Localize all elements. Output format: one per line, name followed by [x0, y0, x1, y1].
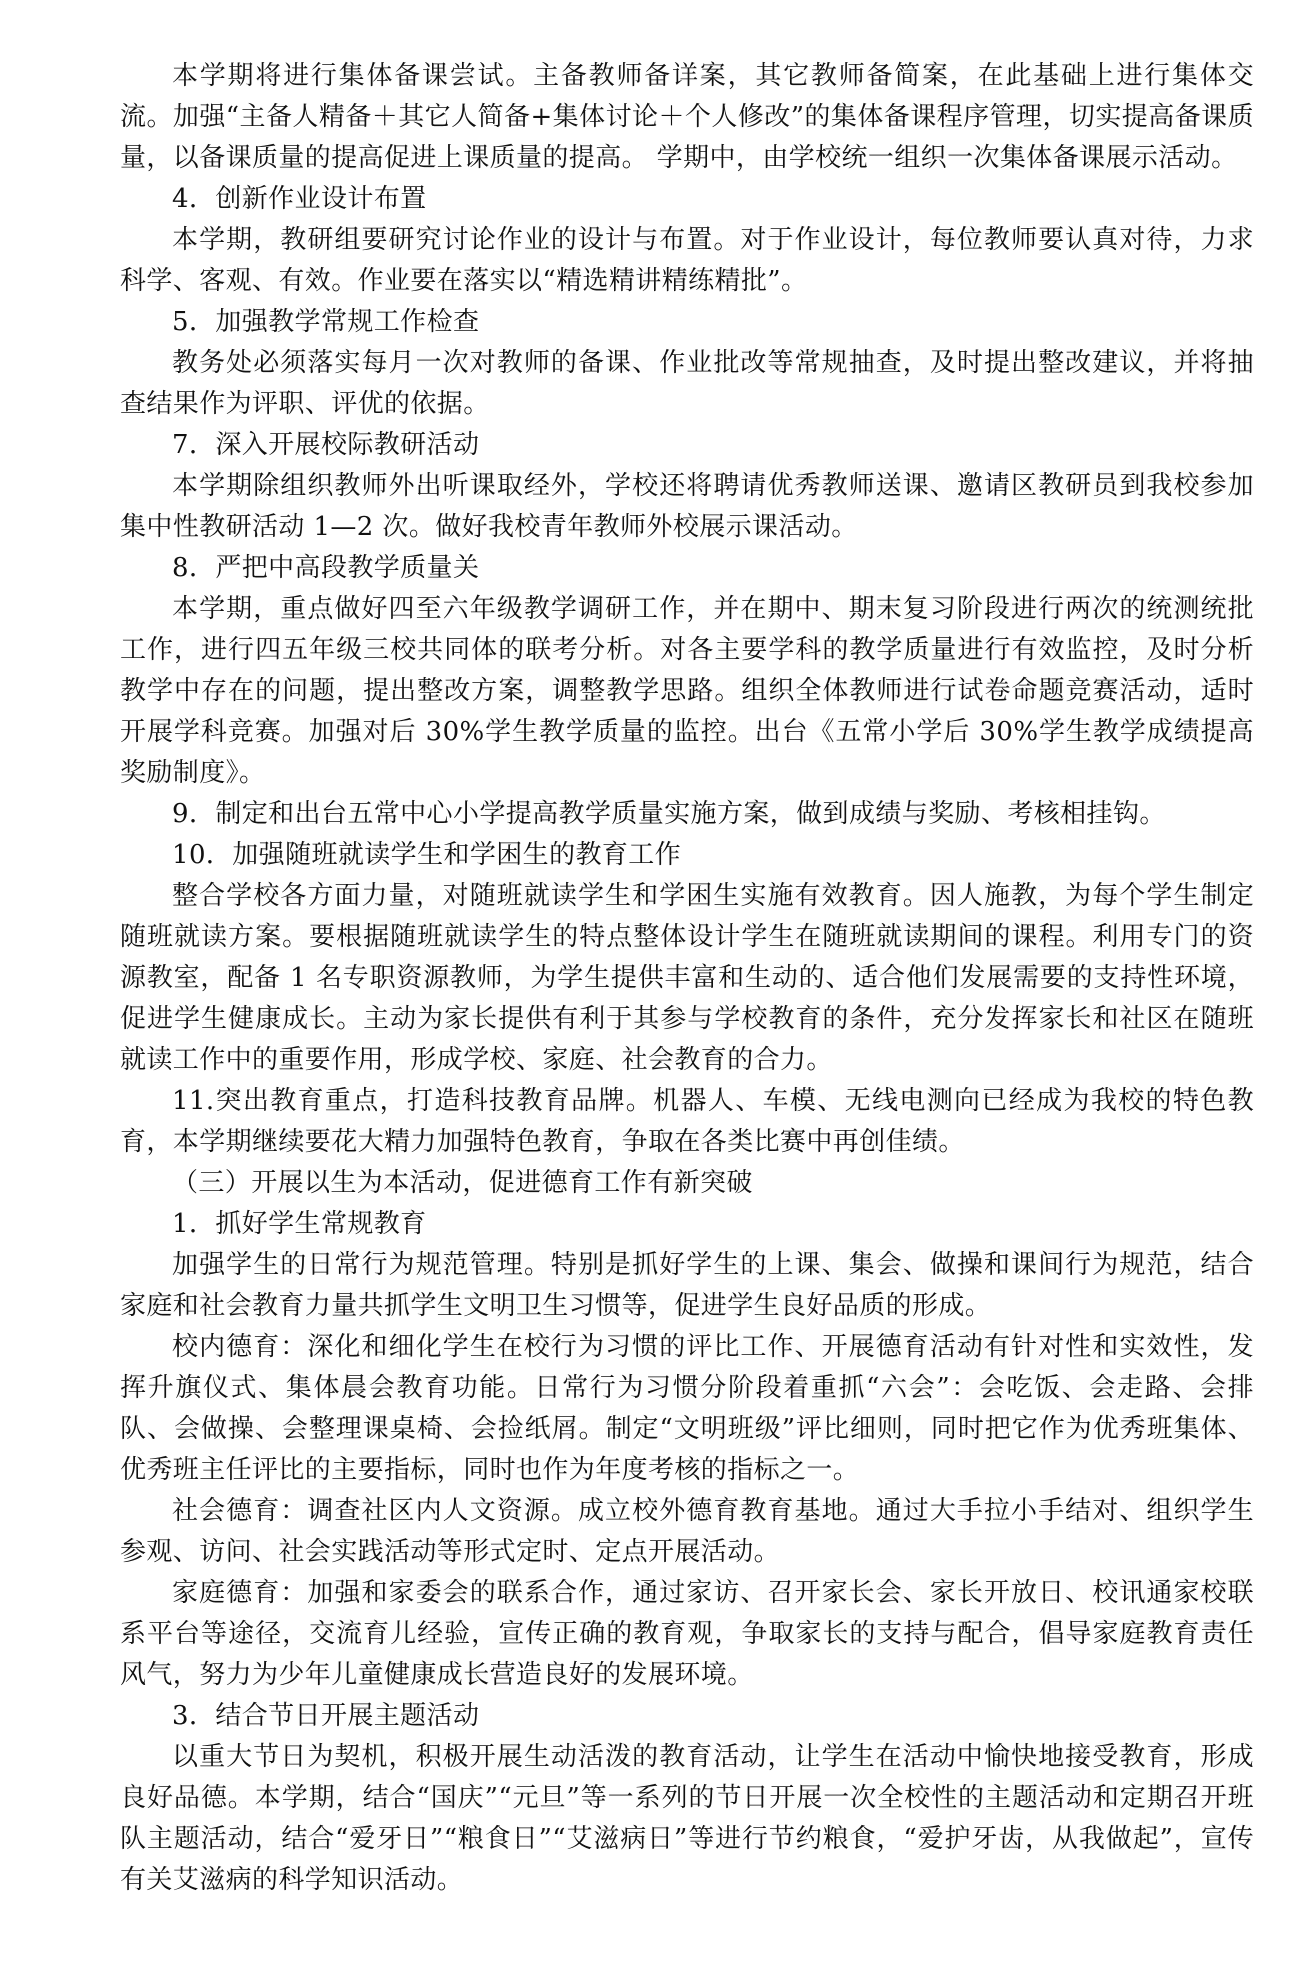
paragraph-social-moral: 社会德育：调查社区内人文资源。成立校外德育教育基地。通过大手拉小手结对、组织学生参观、访问、社会实践活动等形式定时、定点开展活动。 [120, 1496, 1254, 1567]
heading-inclusive-education: 10．加强随班就读学生和学困生的教育工作 [172, 840, 682, 870]
paragraph-routine-inspection: 教务处必须落实每月一次对教师的备课、作业批改等常规抽查，及时提出整改建议，并将抽查结果作为评职、评优的依据。 [120, 348, 1254, 419]
paragraph-homework-design: 本学期，教研组要研究讨论作业的设计与布置。对于作业设计，每位教师要认真对待，力求科学、客观、有效。作业要在落实以“精选精讲精练精批”。 [120, 225, 1254, 296]
paragraph-inter-school-research: 本学期除组织教师外出听课取经外，学校还将聘请优秀教师送课、邀请区教研员到我校参加集中性教研活动 1—2 次。做好我校青年教师外校展示课活动。 [120, 471, 1254, 542]
paragraph-school-moral: 校内德育：深化和细化学生在校行为习惯的评比工作、开展德育活动有针对性和实效性，发挥升旗仪式、集体晨会教育功能。日常行为习惯分阶段着重抓“六会”：会吃饭、会走路、会排队、会做操、会整理课桌椅、会捡纸屑。制定“文明班级”评比细则，同时把它作为优秀班集体、优秀班主任评比的主要指标，同时也作为年度考核的指标之一。 [120, 1332, 1254, 1485]
heading-quality-control: 8．严把中高段教学质量关 [172, 553, 480, 583]
heading-inter-school-research: 7．深入开展校际教研活动 [172, 430, 480, 460]
heading-homework-design: 4．创新作业设计布置 [172, 184, 427, 214]
paragraph-inclusive-education: 整合学校各方面力量，对随班就读学生和学困生实施有效教育。因人施教，为每个学生制定随班就读方案。要根据随班就读学生的特点整体设计学生在随班就读期间的课程。利用专门的资源教室，配备 1 名专职资源教师，为学生提供丰富和生动的、适合他们发展需要的支持性环境，促进学生健康成长。主动为家长提供有利于其参与学校教育的条件，充分发挥家长和社区在随班就读工作中的重要作用，形成学校、家庭、社会教育的合力。 [120, 881, 1254, 1075]
heading-moral-education: （三）开展以生为本活动，促进德育工作有新突破 [172, 1168, 753, 1198]
paragraph-family-moral: 家庭德育：加强和家委会的联系合作，通过家访、召开家长会、家长开放日、校讯通家校联系平台等途径，交流育儿经验，宣传正确的教育观，争取家长的支持与配合，倡导家庭教育责任风气，努力为少年儿童健康成长营造良好的发展环境。 [120, 1578, 1254, 1690]
paragraph-quality-control: 本学期，重点做好四至六年级教学调研工作，并在期中、期末复习阶段进行两次的统测统批工作，进行四五年级三校共同体的联考分析。对各主要学科的教学质量进行有效监控，及时分析教学中存在的问题，提出整改方案，调整教学思路。组织全体教师进行试卷命题竞赛活动，适时开展学科竞赛。加强对后 30%学生教学质量的监控。出台《五常小学后 30%学生教学成绩提高奖励制度》。 [120, 594, 1254, 788]
document-page [120, 56, 1254, 1901]
heading-student-routine: 1．抓好学生常规教育 [172, 1209, 427, 1239]
heading-routine-inspection: 5．加强教学常规工作检查 [172, 307, 480, 337]
paragraph-collective-lesson-prep: 本学期将进行集体备课尝试。主备教师备详案，其它教师备简案，在此基础上进行集体交流。加强“主备人精备＋其它人简备+集体讨论＋个人修改”的集体备课程序管理，切实提高备课质量，以备课质量的提高促进上课质量的提高。 学期中，由学校统一组织一次集体备课展示活动。 [120, 61, 1254, 173]
paragraph-quality-plan: 9．制定和出台五常中心小学提高教学质量实施方案，做到成绩与奖励、考核相挂钩。 [172, 799, 1166, 829]
paragraph-festival-activities: 以重大节日为契机，积极开展生动活泼的教育活动，让学生在活动中愉快地接受教育，形成良好品德。本学期，结合“国庆”“元旦”等一系列的节日开展一次全校性的主题活动和定期召开班队主题活动，结合“爱牙日”“粮食日”“艾滋病日”等进行节约粮食，“爱护牙齿，从我做起”，宣传有关艾滋病的科学知识活动。 [120, 1742, 1254, 1895]
paragraph-tech-education: 11.突出教育重点，打造科技教育品牌。机器人、车模、无线电测向已经成为我校的特色教育，本学期继续要花大精力加强特色教育，争取在各类比赛中再创佳绩。 [120, 1086, 1254, 1157]
heading-festival-activities: 3．结合节日开展主题活动 [172, 1701, 480, 1731]
paragraph-student-routine: 加强学生的日常行为规范管理。特别是抓好学生的上课、集会、做操和课间行为规范，结合家庭和社会教育力量共抓学生文明卫生习惯等，促进学生良好品质的形成。 [120, 1250, 1254, 1321]
